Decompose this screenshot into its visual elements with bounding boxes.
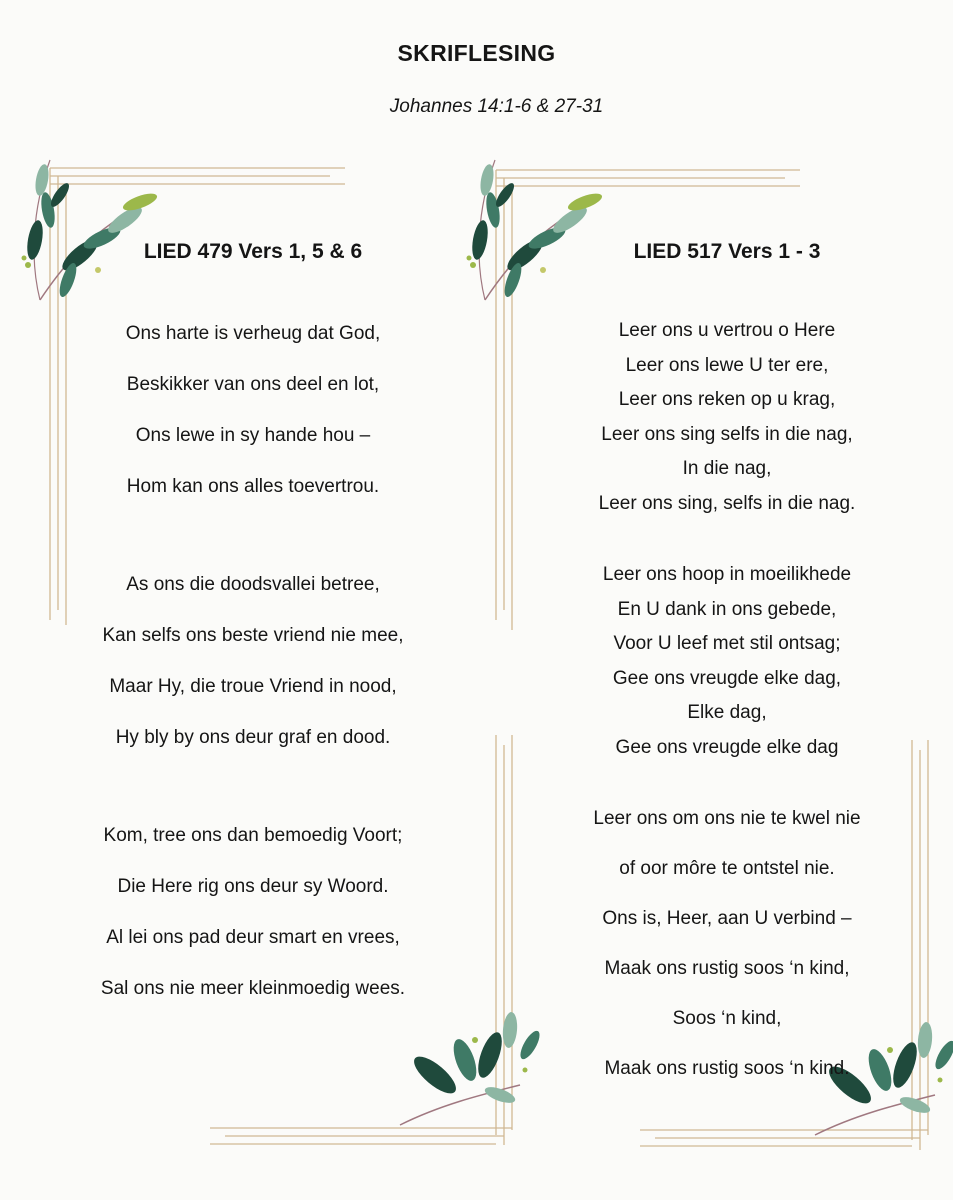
verse-line: Leer ons reken op u krag,	[618, 389, 836, 411]
verse-line: Kom, tree ons dan bemoedig Voort;	[103, 825, 403, 846]
verse-line: Maak ons rustig soos ‘n kind.	[604, 1058, 850, 1079]
right-hymn-title: LIED 517 Vers 1 - 3	[633, 240, 821, 263]
verse-line: Voor U leef met stil ontsag;	[613, 633, 841, 655]
verse-line: of oor môre te ontstel nie.	[619, 858, 835, 879]
verse-line: Leer ons om ons nie te kwel nie	[593, 808, 861, 829]
verse-line: Gee ons vreugde elke dag,	[612, 667, 842, 689]
scripture-reference: Johannes 14:1-6 & 27-31	[389, 96, 604, 117]
verse-line: As ons die doodsvallei betree,	[126, 574, 380, 595]
verse-line: Hy bly by ons deur graf en dood.	[115, 727, 391, 748]
verse-line: Leer ons lewe U ter ere,	[625, 354, 829, 376]
verse-line: Ons is, Heer, aan U verbind –	[602, 908, 852, 929]
verse-line: Elke dag,	[687, 702, 767, 724]
verse-line: Al lei ons pad deur smart en vrees,	[106, 927, 400, 948]
right-verse-3	[522, 794, 932, 1094]
verse-line: Die Here rig ons deur sy Woord.	[117, 876, 389, 897]
verse-line: Ons lewe in sy hande hou –	[135, 425, 371, 446]
verse-line: Leer ons sing, selfs in die nag.	[598, 492, 856, 514]
verse-line: En U dank in ons gebede,	[617, 598, 837, 620]
verse-line: Hom kan ons alles toevertrou.	[126, 476, 380, 497]
right-verse-1	[522, 314, 932, 522]
verse-line: Soos ‘n kind,	[672, 1008, 782, 1029]
verse-line: Kan selfs ons beste vriend nie mee,	[102, 625, 404, 646]
verse-line: Leer ons u vertrou o Here	[618, 320, 836, 341]
verse-line: Gee ons vreugde elke dag	[615, 736, 839, 758]
verse-line: Ons harte is verheug dat God,	[125, 323, 381, 344]
right-verse-2	[522, 558, 932, 766]
eucalyptus-sprig-icon	[22, 160, 159, 300]
eucalyptus-sprig-icon	[467, 160, 604, 300]
verse-line: Sal ons nie meer kleinmoedig wees.	[100, 978, 406, 999]
page-title: SKRIFLESING	[397, 40, 556, 66]
verse-line: In die nag,	[682, 458, 772, 480]
verse-line: Maak ons rustig soos ‘n kind,	[604, 958, 850, 979]
left-hymn-title: LIED 479 Vers 1, 5 & 6	[143, 240, 363, 263]
verse-line: Maar Hy, die troue Vriend in nood,	[109, 676, 397, 697]
verse-line: Leer ons hoop in moeilikhede	[602, 564, 852, 585]
left-verse-1	[48, 308, 458, 512]
verse-line: Beskikker van ons deel en lot,	[126, 374, 380, 395]
left-verse-2	[48, 559, 458, 763]
verse-line: Leer ons sing selfs in die nag,	[601, 423, 853, 445]
left-verse-3	[48, 810, 458, 1014]
